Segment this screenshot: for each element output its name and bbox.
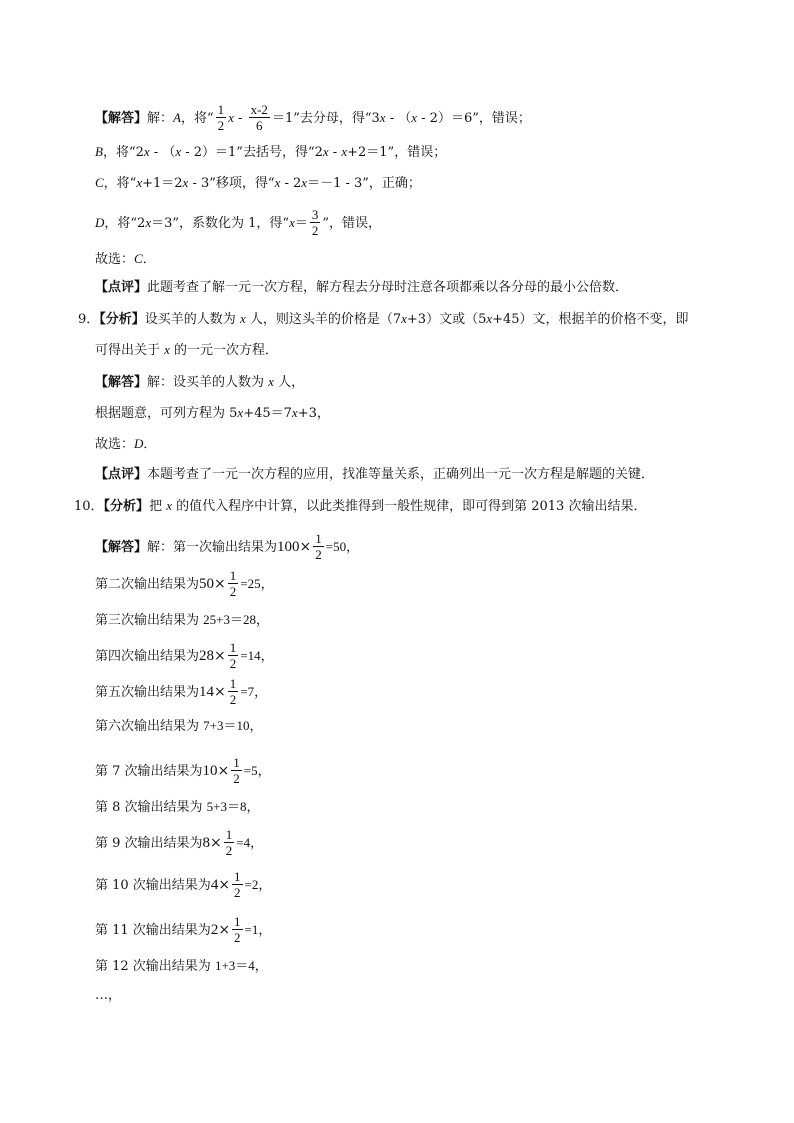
- q8-answer-b: B，将“2x - （x - 2）＝1”去括号，得“2x - x+2＝1”，错误；: [95, 144, 447, 160]
- q9-analysis: 9．【分析】设买羊的人数为 x 人，则这头羊的价格是（7x+3）文或（5x+45）文，根据羊的价格不变，即: [78, 311, 689, 327]
- question-number: 9．: [78, 312, 100, 327]
- fraction-half: $\frac{1}{2}$: [234, 914, 241, 945]
- q9-analysis-cont: 可得出关于 x 的一元一次方程．: [95, 342, 279, 358]
- q10-step-line: 第二次输出结果为50× $\frac{1}{2}$ =25，: [95, 568, 274, 599]
- times-sign: ×: [210, 835, 222, 851]
- step-label: 第 10 次输出结果为: [95, 878, 211, 893]
- step-operand: 8: [202, 835, 211, 851]
- q10-step-line: [95, 956, 268, 977]
- q8-answer-c: C，将“x+1＝2x - 3”移项，得“x - 2x＝－1 - 3”，正确；: [95, 175, 421, 191]
- q10-step-line: [95, 716, 262, 737]
- analysis-tag: 【分析】: [99, 312, 145, 327]
- ellipsis: …，: [95, 988, 122, 1003]
- step-label: 第四次输出结果为: [95, 649, 200, 664]
- fraction: $\frac{3}{2}$: [311, 207, 319, 238]
- comment-tag: 【点评】: [95, 467, 148, 482]
- step-label: 第 11 次输出结果为: [95, 923, 211, 938]
- times-sign: ×: [214, 684, 226, 700]
- step-label: 第六次输出结果为: [95, 719, 204, 734]
- q10-step-line: 第五次输出结果为14× $\frac{1}{2}$ =7，: [95, 676, 268, 707]
- q10-step-line: [95, 797, 260, 818]
- fraction-half: $\frac{1}{2}$: [225, 827, 233, 858]
- comment-tag: 【点评】: [95, 280, 148, 295]
- fraction-half: $\frac{1}{2}$: [315, 531, 322, 562]
- q10-analysis: 10．【分析】把 x 的值代入程序中计算，以此类推得到一般性规律，即可得到第 2013 次输出结果．: [74, 498, 647, 514]
- times-sign: ×: [218, 877, 231, 893]
- q9-comment: 【点评】本题考查了一元一次方程的应用，找准等量关系，正确列出一元一次方程是解题的关键．: [95, 467, 655, 482]
- step-label: 第 8 次输出结果为: [95, 800, 207, 815]
- step-result: =2: [244, 877, 259, 892]
- fraction-half: $\frac{1}{2}$: [229, 568, 237, 599]
- answer-tag: 【解答】: [95, 375, 148, 390]
- fraction: $\frac{x-2}{6}$: [250, 102, 268, 133]
- q9-equation: 根据题意，可列方程为 5x+45＝7x+3，: [95, 405, 330, 421]
- step-label: 第 12 次输出结果为: [95, 959, 215, 974]
- q10-answer-first: 【解答】解：第一次输出结果为100× $\frac{1}{2}$ =50，: [95, 531, 360, 562]
- times-sign: ×: [218, 922, 231, 938]
- step-label: 第 9 次输出结果为: [95, 836, 203, 851]
- q8-comment: 【点评】此题考查了解一元一次方程，解方程去分母时注意各项都乘以各分母的最小公倍数．: [95, 280, 629, 295]
- fraction-half: $\frac{1}{2}$: [229, 640, 237, 671]
- q10-step-line: 第 10 次输出结果为4× $\frac{1}{2}$ =2，: [95, 869, 272, 900]
- times-sign: ×: [214, 576, 226, 592]
- step-result: 1+3＝4，: [214, 958, 268, 973]
- step-result: =14: [240, 648, 261, 663]
- q10-step-line: 第 9 次输出结果为8× $\frac{1}{2}$ =4，: [95, 827, 264, 858]
- step-operand: 14: [199, 684, 215, 700]
- step-operand: 28: [199, 648, 215, 664]
- fraction-half: $\frac{1}{2}$: [229, 676, 237, 707]
- answer-tag: 【解答】: [95, 540, 148, 555]
- step-label: 第五次输出结果为: [95, 685, 200, 700]
- step-result: =25: [240, 576, 261, 591]
- step-label: 第二次输出结果为: [95, 577, 200, 592]
- q10-step-line: 第 11 次输出结果为2× $\frac{1}{2}$ =1，: [95, 914, 272, 945]
- q8-answer-d: D，将“2x＝3”，系数化为 1，得“x＝ $\frac{3}{2}$ ”，错误，: [95, 207, 382, 238]
- step-result: =4: [236, 835, 251, 850]
- step-result: 5+3＝8，: [206, 799, 260, 814]
- question-number: 10．: [74, 499, 104, 514]
- fraction-half: $\frac{1}{2}$: [234, 869, 241, 900]
- step-result: 7+3＝10，: [203, 718, 263, 733]
- q10-step-line: [95, 610, 269, 631]
- q10-step-line: 第 7 次输出结果为10× $\frac{1}{2}$ =5，: [95, 755, 271, 786]
- step-label: 第三次输出结果为: [95, 613, 204, 628]
- answer-tag: 【解答】: [95, 111, 148, 126]
- q8-answer-a: 【解答】解：A，将“ $\frac{1}{2}$ x - $\frac{x-2}{6}$ ＝1”去分母，得“3x - （x - 2）＝6”，错误；: [95, 102, 531, 133]
- analysis-tag: 【分析】: [103, 499, 150, 514]
- times-sign: ×: [217, 763, 230, 779]
- q9-choose: 故选：D．: [95, 436, 157, 452]
- step-operand: 10: [202, 763, 218, 779]
- step-result: =5: [243, 763, 258, 778]
- fraction-half: $\frac{1}{2}$: [233, 755, 240, 786]
- q10-step-line: 第四次输出结果为28× $\frac{1}{2}$ =14，: [95, 640, 274, 671]
- step-result: =1: [244, 922, 259, 937]
- q8-choose: 故选：C．: [95, 251, 156, 267]
- step-label: 第 7 次输出结果为: [95, 764, 203, 779]
- step-operand: 4: [210, 877, 219, 893]
- step-operand: 50: [199, 576, 215, 592]
- step-operand: 2: [210, 922, 219, 938]
- times-sign: ×: [214, 648, 226, 664]
- fraction: $\frac{1}{2}$: [217, 102, 225, 133]
- step-result: 25+3＝28，: [203, 612, 269, 627]
- q9-answer: 【解答】解：设买羊的人数为 x 人，: [95, 374, 305, 390]
- step-result: =7: [240, 684, 255, 699]
